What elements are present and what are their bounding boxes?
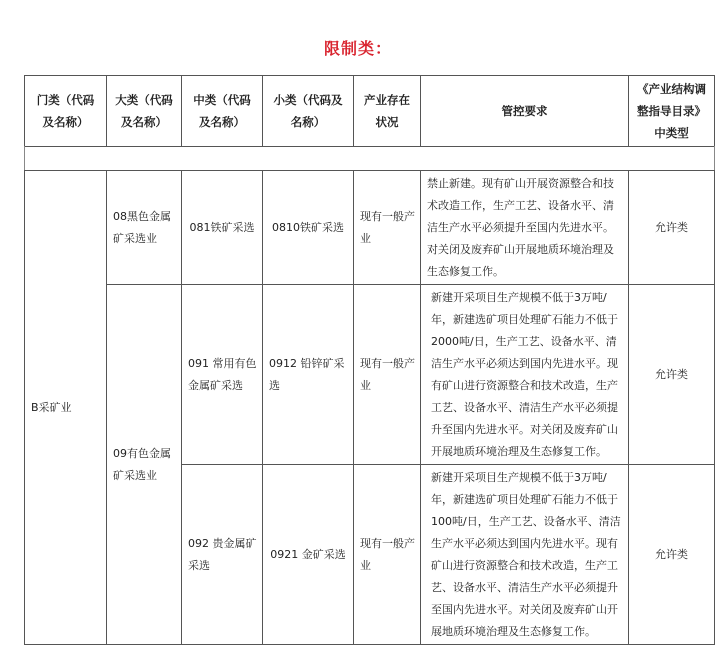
dalei-cell: 08黑色金属矿采选业 bbox=[107, 171, 182, 285]
table-row bbox=[25, 171, 715, 285]
header-status: 产业存在状况 bbox=[354, 76, 421, 147]
xiaolei-cell: 0921 金矿采选 bbox=[263, 465, 354, 645]
requirement-cell: 禁止新建。现有矿山开展资源整合和技术改造工作，生产工艺、设备水平、清洁生产水平必须提升至国内先进水平。对关闭及废弃矿山开展地质环境治理及生态修复工作。 bbox=[421, 171, 629, 285]
header-menlei: 门类（代码及名称） bbox=[25, 76, 107, 147]
header-table bbox=[24, 75, 715, 147]
dalei-cell: 09有色金属矿采选业 bbox=[107, 285, 182, 645]
zhonglei-cell: 092 贵金属矿采选 bbox=[182, 465, 263, 645]
zhonglei-cell: 091 常用有色金属矿采选 bbox=[182, 285, 263, 465]
gap-edge-right bbox=[714, 146, 715, 170]
catalog-cell: 允许类 bbox=[629, 285, 715, 465]
header-zhonglei: 中类（代码及名称） bbox=[182, 76, 263, 147]
status-cell: 现有一般产业 bbox=[354, 465, 421, 645]
data-table bbox=[24, 170, 715, 645]
catalog-cell: 允许类 bbox=[629, 171, 715, 285]
catalog-cell: 允许类 bbox=[629, 465, 715, 645]
header-dalei: 大类（代码及名称） bbox=[107, 76, 182, 147]
requirement-cell: 新建开采项目生产规模不低于3万吨/年，新建选矿项目处理矿石能力不低于2000吨/日，生产工艺、设备水平、清洁生产水平必须达到国内先进水平。现有矿山进行资源整合和技术改造，生产工艺、设备水平、清洁生产水平必须提升至国内先进水平。对关闭及废弃矿山开展地质环境治理及生态修复工作。 bbox=[421, 285, 629, 465]
zhonglei-cell: 081铁矿采选 bbox=[182, 171, 263, 285]
status-cell: 现有一般产业 bbox=[354, 171, 421, 285]
header-catalog: 《产业结构调整指导目录》中类型 bbox=[629, 76, 715, 147]
table-row bbox=[25, 285, 715, 465]
xiaolei-cell: 0810铁矿采选 bbox=[263, 171, 354, 285]
page-title: 限制类： bbox=[323, 39, 392, 58]
gap-edge-left bbox=[24, 146, 25, 170]
requirement-cell: 新建开采项目生产规模不低于3万吨/年，新建选矿项目处理矿石能力不低于100吨/日，生产工艺、设备水平、清洁生产水平必须达到国内先进水平。现有矿山进行资源整合和技术改造，生产工艺、设备水平、清洁生产水平必须提升至国内先进水平。对关闭及废弃矿山开展地质环境治理及生态修复工作。 bbox=[421, 465, 629, 645]
status-cell: 现有一般产业 bbox=[354, 285, 421, 465]
menlei-cell: B采矿业 bbox=[25, 171, 107, 645]
header-requirement: 管控要求 bbox=[421, 76, 629, 147]
xiaolei-cell: 0912 铅锌矿采选 bbox=[263, 285, 354, 465]
table-gap bbox=[24, 146, 716, 170]
header-xiaolei: 小类（代码及名称） bbox=[263, 76, 354, 147]
